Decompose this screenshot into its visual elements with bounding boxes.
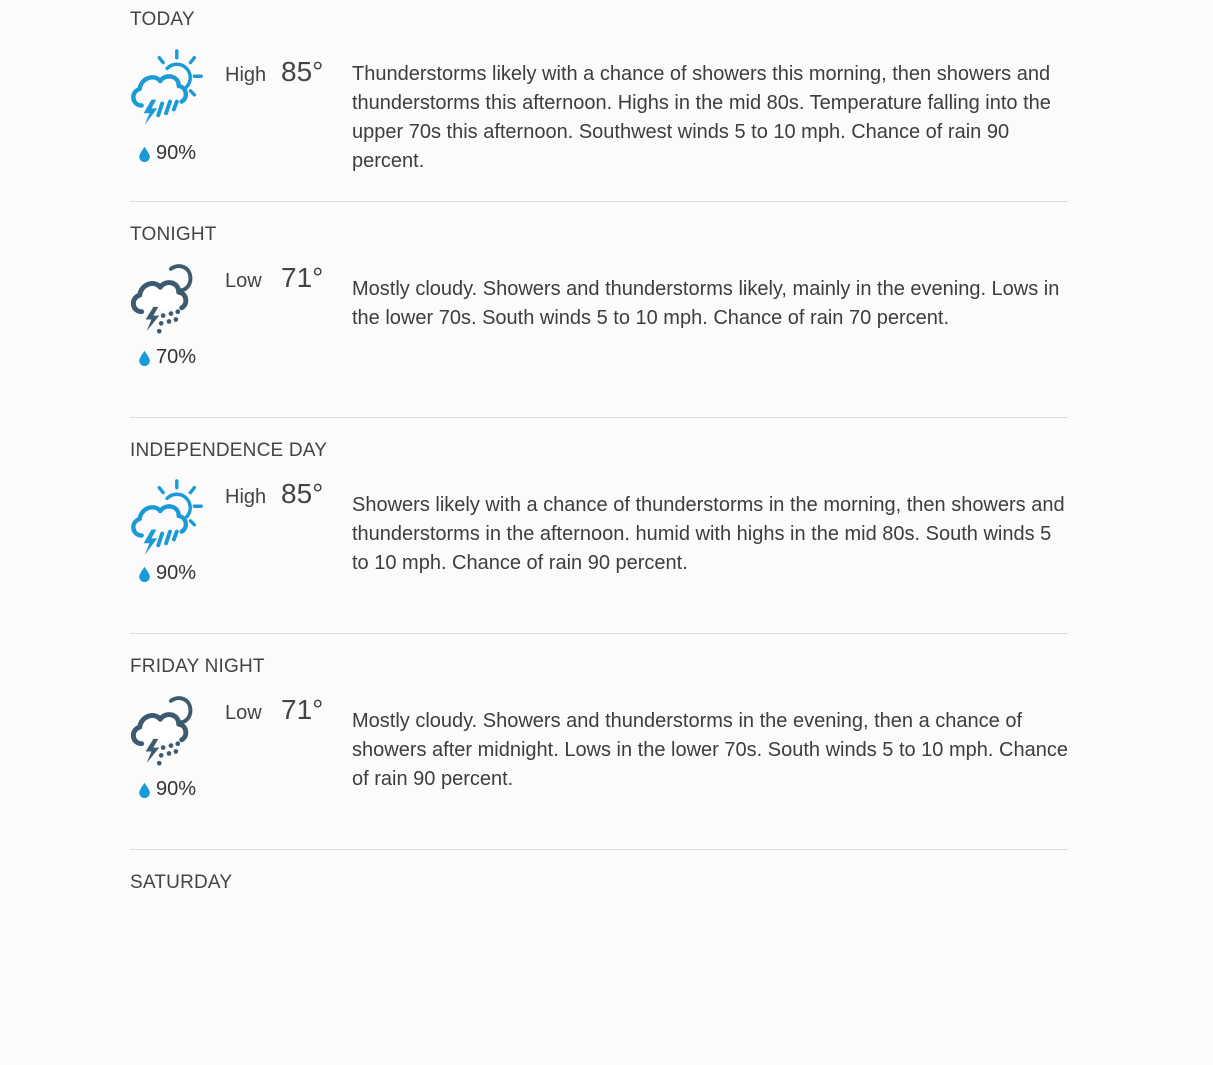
precip-value: 90% bbox=[156, 778, 197, 800]
thunderstorm-moon-icon bbox=[130, 260, 208, 340]
forecast-description: Mostly cloudy. Showers and thunderstorms likely, mainly in the evening. Lows in the lower 70s. South winds 5 to 10 mph. Chance of rain 70 percent. bbox=[352, 278, 1060, 329]
precip-value: 90% bbox=[156, 142, 197, 164]
temperature bbox=[225, 478, 323, 510]
temp-label: High bbox=[225, 64, 267, 86]
forecast-period-today bbox=[130, 0, 1068, 201]
thunderstorm-sun-icon bbox=[130, 476, 208, 556]
period-title: FRIDAY NIGHT bbox=[130, 656, 265, 677]
raindrop-icon bbox=[138, 146, 151, 162]
precip-value: 70% bbox=[156, 346, 197, 368]
forecast-period-friday-night bbox=[130, 634, 1068, 849]
period-title: TONIGHT bbox=[130, 224, 217, 245]
temp-value: 71° bbox=[281, 694, 324, 725]
temp-label: High bbox=[225, 486, 267, 508]
temperature bbox=[225, 262, 323, 294]
temp-value: 85° bbox=[281, 56, 324, 87]
forecast-list bbox=[130, 0, 1068, 1065]
temperature bbox=[225, 56, 323, 88]
temp-label: Low bbox=[225, 270, 262, 292]
temperature bbox=[225, 694, 323, 726]
raindrop-icon bbox=[138, 566, 151, 582]
forecast-description: Mostly cloudy. Showers and thunderstorms in the evening, then a chance of showers after midnight. Lows in the lower 70s. South winds 5 to 10 mph. Chance of rain 90 percent. bbox=[352, 710, 1068, 790]
thunderstorm-moon-icon bbox=[130, 692, 208, 772]
temp-value: 71° bbox=[281, 262, 324, 293]
raindrop-icon bbox=[138, 782, 151, 798]
temp-label: Low bbox=[225, 702, 262, 724]
period-title: INDEPENDENCE DAY bbox=[130, 440, 328, 461]
forecast-description: Showers likely with a chance of thunderstorms in the morning, then showers and thunderstorms in the afternoon. humid with highs in the mid 80s. South winds 5 to 10 mph. Chance of rain 90 percent. bbox=[352, 494, 1065, 574]
temp-value: 85° bbox=[281, 478, 324, 509]
precip-value: 90% bbox=[156, 562, 197, 584]
forecast-description: Thunderstorms likely with a chance of showers this morning, then showers and thunderstorms this afternoon. Highs in the mid 80s. Temperature falling into the upper 70s this afternoon. Southwest winds 5 to 10 mph. Chance of rain 90 percent. bbox=[352, 63, 1051, 172]
precip-chance bbox=[138, 346, 196, 369]
forecast-period-tonight bbox=[130, 202, 1068, 417]
thunderstorm-sun-icon bbox=[130, 46, 208, 126]
precip-chance bbox=[138, 142, 196, 165]
forecast-period-independence-day bbox=[130, 418, 1068, 633]
period-title: SATURDAY bbox=[130, 872, 233, 893]
raindrop-icon bbox=[138, 350, 151, 366]
precip-chance bbox=[138, 778, 196, 801]
period-title: TODAY bbox=[130, 9, 195, 30]
forecast-period-saturday bbox=[130, 850, 1068, 1065]
precip-chance bbox=[138, 562, 196, 585]
